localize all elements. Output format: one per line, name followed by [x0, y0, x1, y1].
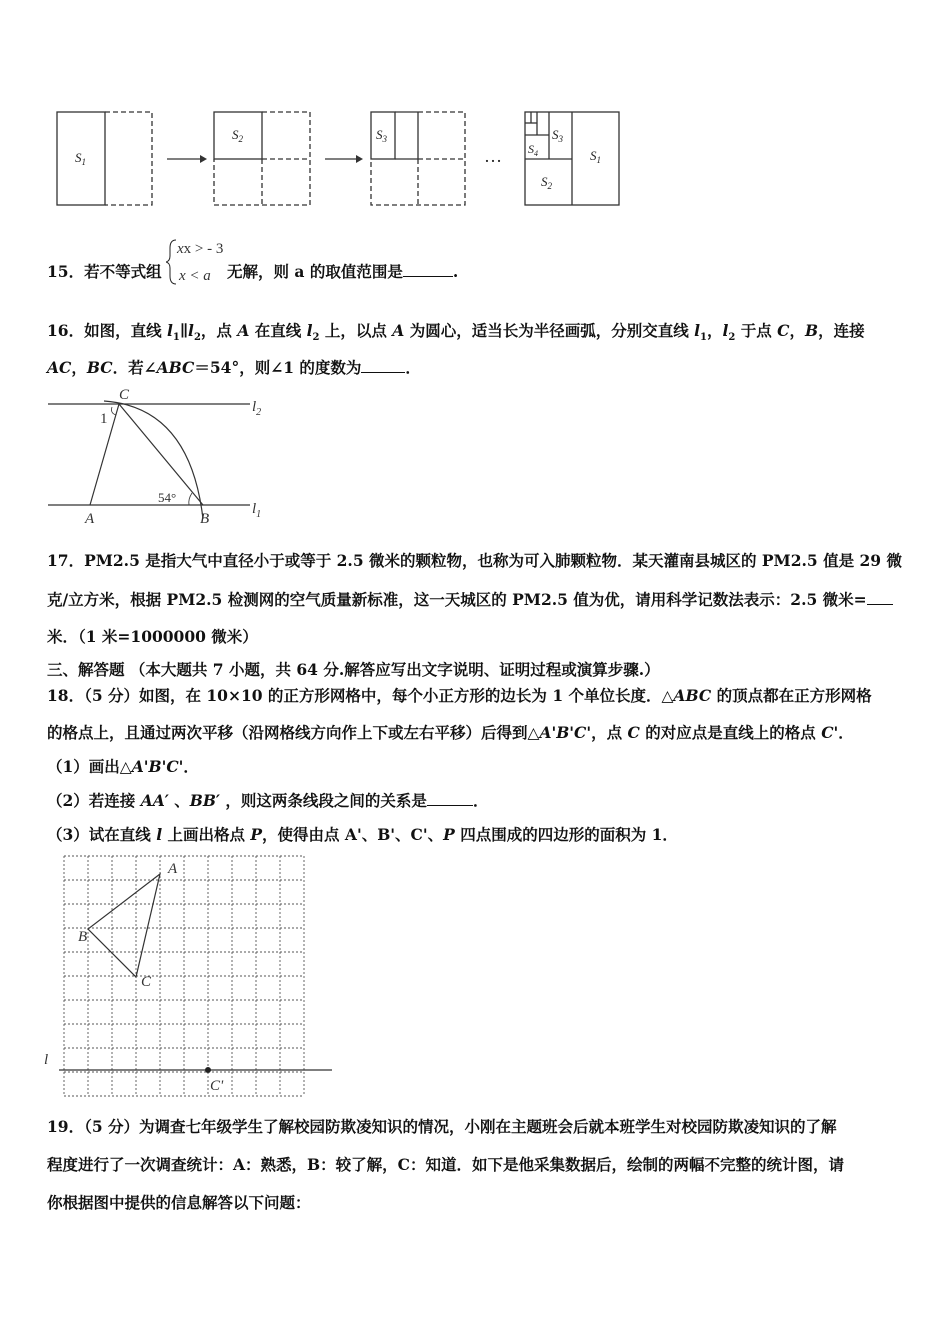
q17-line1: 17．PM2.5 是指大气中直径小于或等于 2.5 微米的颗粒物，也称为可入肺颗粒物．某天灌南县城区的 PM2.5 值是 29 微 — [47, 551, 902, 570]
grid-label-a: A — [168, 861, 178, 877]
label-s1-b: $S_1$ — [590, 148, 601, 165]
grid-label-c-prime: C' — [210, 1078, 224, 1094]
q18-sub2: （2）若连接 AA′ 、BB′ ，则这两条线段之间的关系是 ． — [47, 791, 489, 810]
arc — [104, 401, 203, 519]
fig16-label-1: 1 — [100, 411, 108, 427]
label-s4: $S_4$ — [528, 142, 538, 158]
fig16-label-l2: $l_2$ — [252, 399, 262, 418]
square-sequence-figure — [40, 100, 640, 215]
q18-sub1: （1）画出△A'B'C'． — [47, 757, 199, 776]
q18-line1: 18．（5 分）如图，在 10×10 的正方形网格中，每个小正方形的边长为 1 个单位长度．△ABC 的顶点都在正方形网格 — [47, 686, 872, 705]
q15-ineq2: x < a — [179, 268, 211, 284]
fig16-label-c: C — [119, 387, 130, 403]
q15-ineq1: xx > - 3 — [177, 241, 224, 257]
q16-figure — [40, 385, 280, 530]
fig16-label-b: B — [200, 511, 210, 527]
q15-tail: 无解，则 a 的取值范围是 . — [227, 262, 459, 281]
q18-answer-blank[interactable] — [427, 791, 473, 806]
ellipsis: … — [484, 146, 502, 166]
label-s1: $S_1$ — [75, 150, 86, 167]
label-s2: $S_2$ — [232, 127, 243, 144]
triangle-abc — [88, 874, 160, 977]
q17-answer-blank[interactable] — [867, 590, 893, 605]
q18-grid-figure — [40, 850, 340, 1100]
fig16-label-54: 54° — [158, 490, 177, 505]
grid-label-c: C — [141, 974, 152, 990]
q15: 15．若不等式组 — [47, 262, 162, 281]
q19-line1: 19．（5 分）为调查七年级学生了解校园防欺凌知识的情况，小刚在主题班会后就本班学生对校园防欺凌知识的了解 — [47, 1117, 837, 1136]
q16-line1: 16．如图，直线 $l_1\parallel l_2$，点 A 在直线 $l_2$ 上，以点 A 为圆心，适当长为半径画弧，分别交直线 $l_1$，$l_2$ 于点 C，B，连接 — [47, 321, 865, 344]
q17-line3: 米．（1 米=1000000 微米） — [47, 627, 258, 646]
fig1-dashed-right — [105, 112, 152, 205]
grid-label-b: B — [78, 929, 88, 945]
section3-title: 三、解答题 （本大题共 7 小题，共 64 分.解答应写出文字说明、证明过程或演算步骤.） — [47, 660, 660, 679]
label-s3-b: $S_3$ — [552, 127, 563, 144]
q17-line2: 克/立方米，根据 PM2.5 检测网的空气质量新标准，这一天城区的 PM2.5 值为优，请用科学记数法表示：2.5 微米= — [47, 590, 893, 610]
q16-answer-blank[interactable] — [361, 358, 405, 373]
q18-line2: 的格点上，且通过两次平移（沿网格线方向作上下或左右平移）后得到△A'B'C'，点 C 的对应点是直线上的格点 C'． — [47, 723, 854, 742]
fig16-label-a: A — [85, 511, 95, 527]
q19-line3: 你根据图中提供的信息解答以下问题： — [47, 1193, 311, 1212]
q18-sub3: （3）试在直线 l 上画出格点 P，使得由点 A'、B'、C'、P 四点围成的四边形的面积为 1． — [47, 825, 678, 844]
q15-answer-blank[interactable] — [403, 262, 453, 277]
fig16-label-l1: $l_1$ — [252, 501, 262, 520]
q19-line2: 程度进行了一次调查统计：A：熟悉，B：较了解，C：知道．如下是他采集数据后，绘制的两幅不完整的统计图，请 — [47, 1155, 844, 1174]
label-s3: $S_3$ — [376, 127, 387, 144]
grid-label-l: l — [44, 1052, 49, 1068]
label-s2-b: $S_2$ — [541, 174, 552, 191]
q16-line2: AC，BC．若∠ABC＝54°，则∠1 的度数为 ． — [47, 358, 421, 377]
q15-inequality-system — [166, 236, 226, 288]
point-c-prime — [205, 1067, 211, 1073]
